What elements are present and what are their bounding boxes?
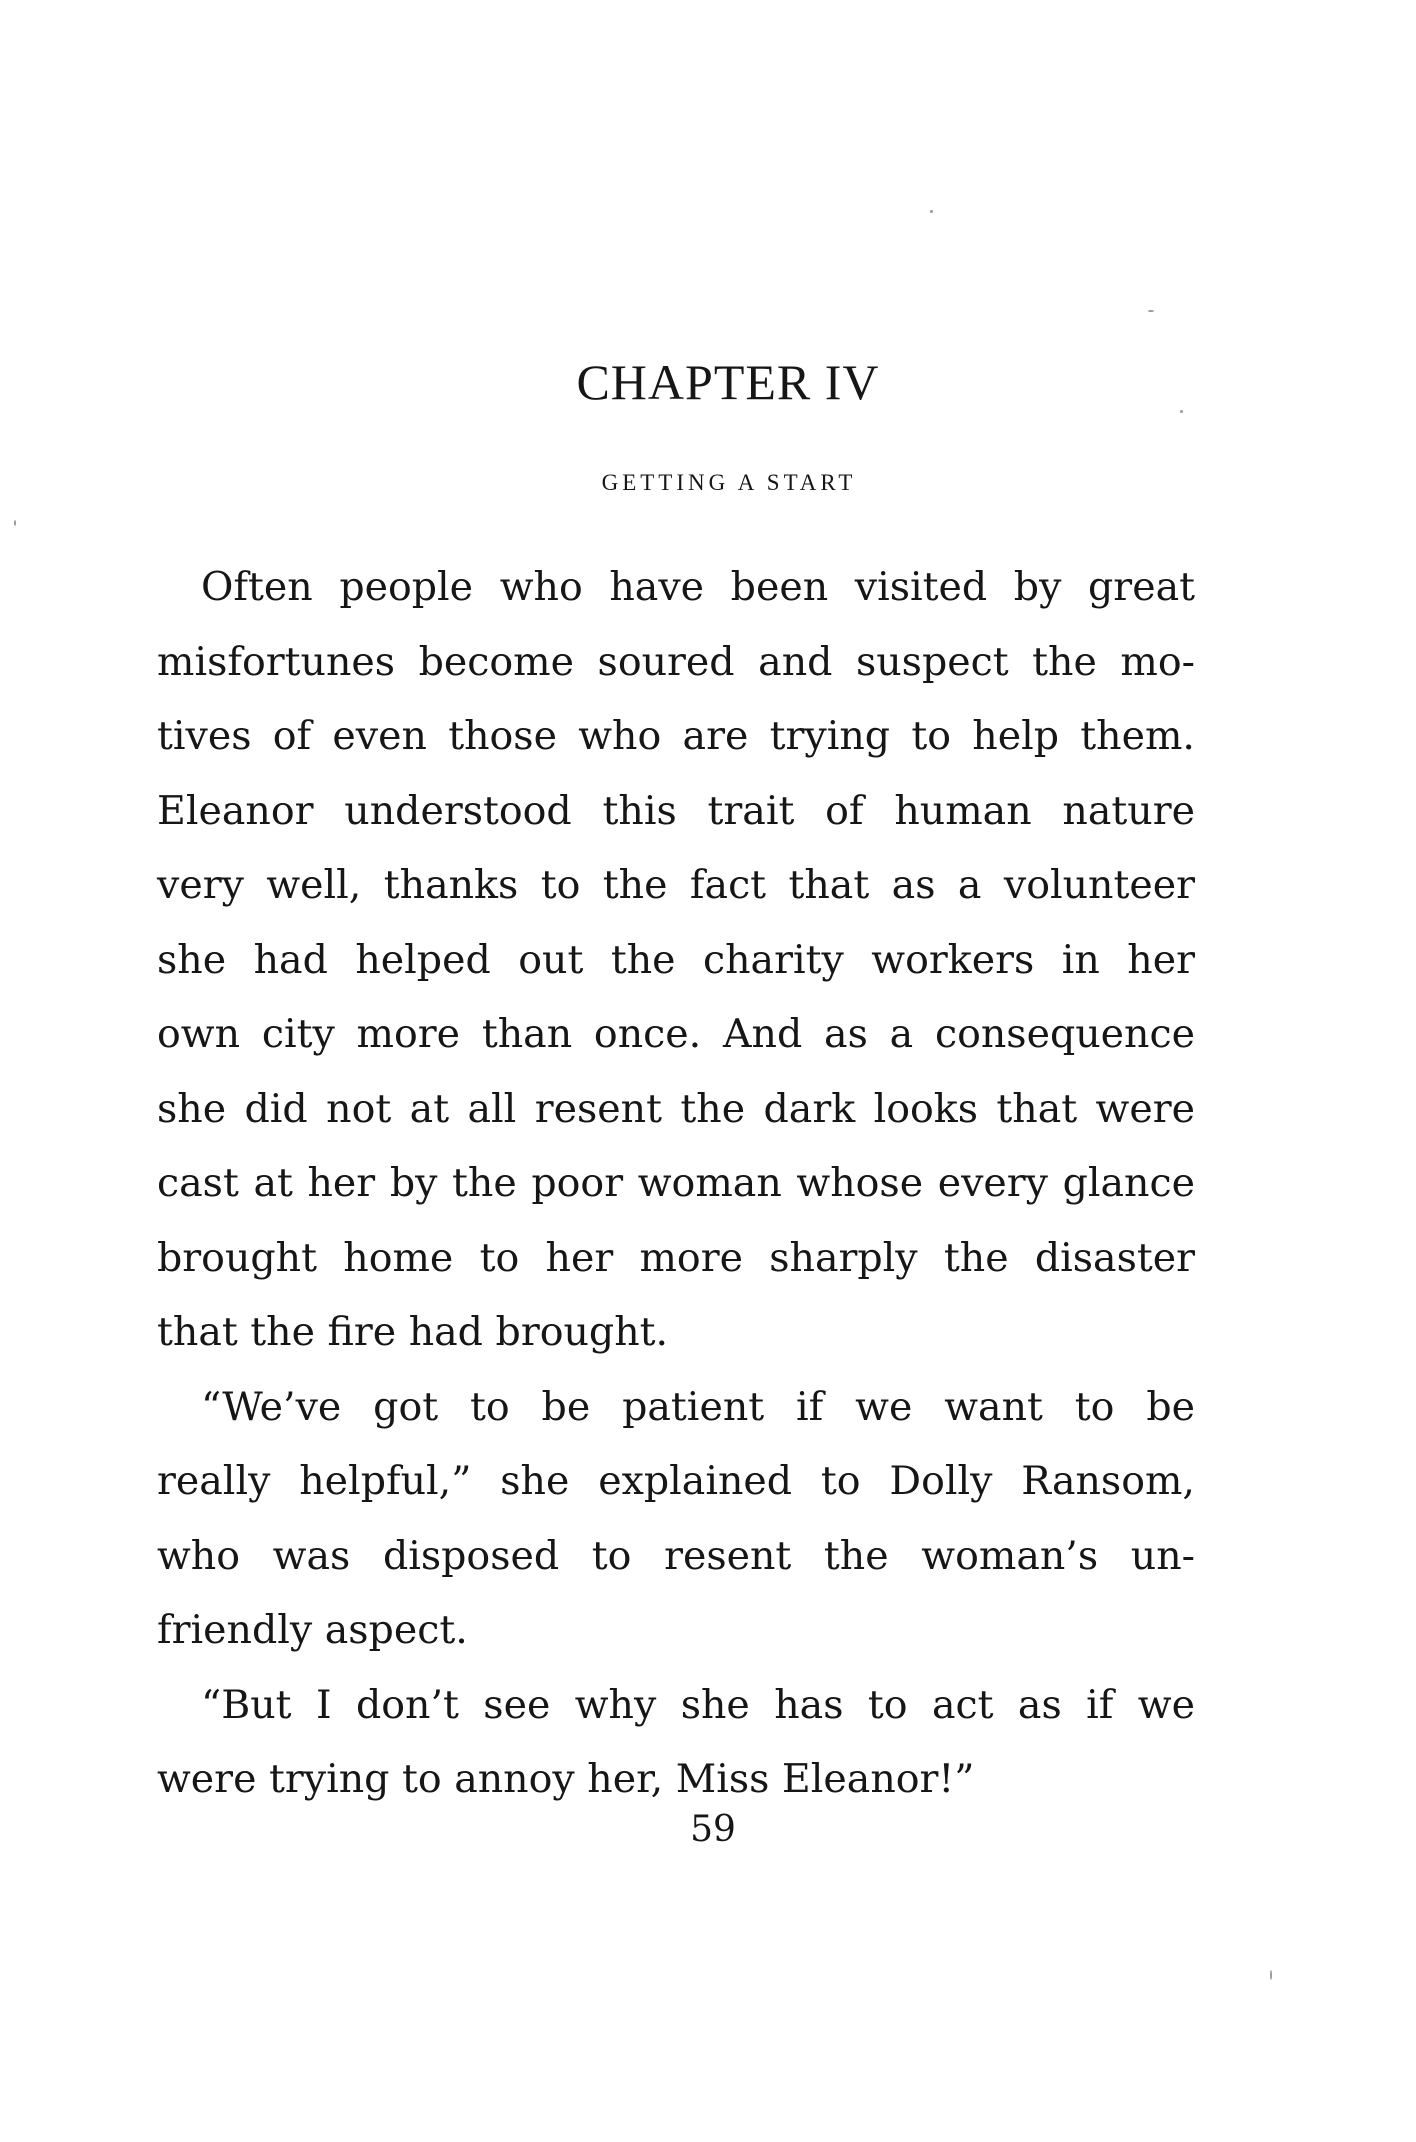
- paragraph-3: [157, 1668, 1195, 1817]
- text-line: own city more than once. And as a consequence: [157, 1011, 1195, 1057]
- text-line: really helpful,” she explained to Dolly Ransom,: [157, 1458, 1195, 1504]
- scan-speck: [1270, 1970, 1272, 1980]
- text-line: that the fire had brought.: [157, 1309, 669, 1355]
- text-line: friendly aspect.: [157, 1607, 468, 1653]
- text-line: Often people who have been visited by great: [201, 564, 1195, 610]
- text-line: tives of even those who are trying to help them.: [157, 713, 1195, 759]
- text-line: who was disposed to resent the woman’s un-: [157, 1532, 1195, 1579]
- chapter-subtitle: GETTING A START: [601, 470, 857, 495]
- text-line: brought home to her more sharply the disaster: [157, 1234, 1195, 1281]
- scan-speck: [930, 210, 933, 213]
- text-line: “We’ve got to be patient if we want to be: [201, 1383, 1195, 1430]
- page-number: 59: [690, 1809, 736, 1850]
- text-line: “But I don’t see why she has to act as if we: [201, 1681, 1195, 1728]
- chapter-title: CHAPTER IV: [576, 354, 880, 410]
- text-line: she did not at all resent the dark looks that were: [157, 1085, 1195, 1132]
- paragraph-2: [157, 1370, 1195, 1668]
- text-line: she had helped out the charity workers in her: [157, 936, 1195, 983]
- scan-speck: [14, 520, 16, 526]
- paragraph-1: [157, 550, 1195, 1370]
- text-line: very well, thanks to the fact that as a volunteer: [157, 862, 1195, 908]
- body-text: [157, 550, 1195, 1817]
- text-line: cast at her by the poor woman whose every glance: [157, 1160, 1195, 1206]
- text-line: misfortunes become soured and suspect the mo-: [157, 638, 1195, 685]
- text-line: Eleanor understood this trait of human nature: [157, 787, 1195, 834]
- scan-speck: [1148, 310, 1154, 312]
- scan-speck: [1180, 410, 1183, 413]
- text-line: were trying to annoy her, Miss Eleanor!”: [157, 1756, 975, 1802]
